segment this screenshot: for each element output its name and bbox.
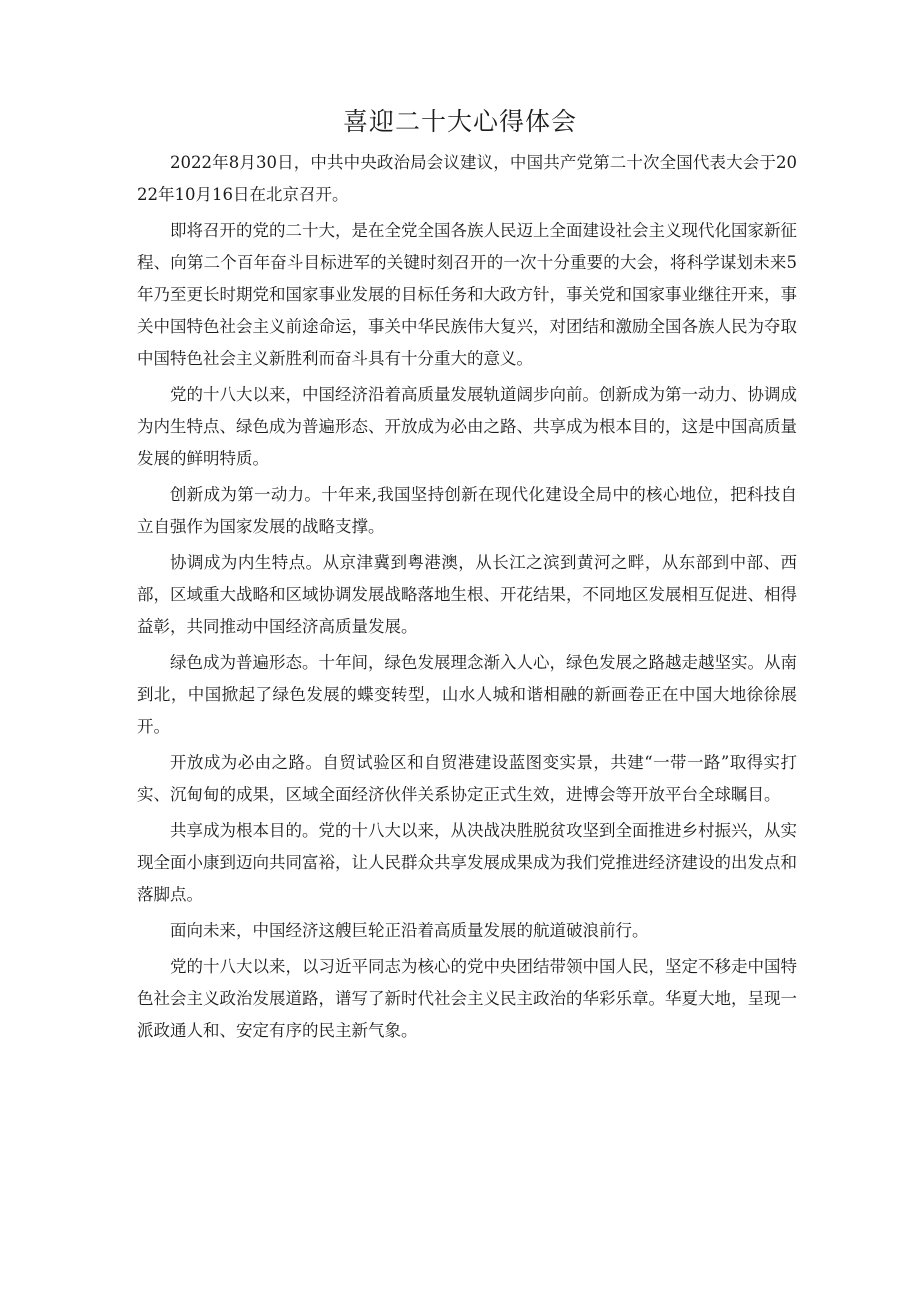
document-body xyxy=(137,147,797,1051)
paragraph-3: 党的十八大以来，中国经济沿着高质量发展轨道阔步向前。创新成为第一动力、协调成为内生特点、绿色成为普遍形态、开放成为必由之路、共享成为根本目的，这是中国高质量发展的鲜明特质。 xyxy=(137,385,797,468)
paragraph-10: 党的十八大以来，以习近平同志为核心的党中央团结带领中国人民，坚定不移走中国特色社会主义政治发展道路，谱写了新时代社会主义民主政治的华彩乐章。华夏大地，呈现一派政通人和、安定有序的民主新气象。 xyxy=(137,957,797,1040)
paragraph-2: 即将召开的党的二十大，是在全党全国各族人民迈上全面建设社会主义现代化国家新征程、向第二个百年奋斗目标进军的关键时刻召开的一次十分重要的大会，将科学谋划未来5年乃至更长时期党和国家事业发展的目标任务和大政方针，事关党和国家事业继往开来，事关中国特色社会主义前途命运，事关中华民族伟大复兴，对团结和激励全国各族人民为夺取中国特色社会主义新胜利而奋斗具有十分重大的意义。 xyxy=(137,221,797,368)
paragraph-9: 面向未来，中国经济这艘巨轮正沿着高质量发展的航道破浪前行。 xyxy=(170,921,649,940)
document-title: 喜迎二十大心得体会 xyxy=(342,107,577,136)
paragraph-4: 创新成为第一动力。十年来,我国坚持创新在现代化建设全局中的核心地位，把科技自立自强作为国家发展的战略支撑。 xyxy=(137,485,797,536)
paragraph-5: 协调成为内生特点。从京津冀到粤港澳，从长江之滨到黄河之畔，从东部到中部、西部，区域重大战略和区域协调发展战略落地生根、开花结果，不同地区发展相互促进、相得益彰，共同推动中国经济高质量发展。 xyxy=(137,553,797,636)
paragraph-8: 共享成为根本目的。党的十八大以来，从决战决胜脱贫攻坚到全面推进乡村振兴，从实现全面小康到迈向共同富裕，让人民群众共享发展成果成为我们党推进经济建设的出发点和落脚点。 xyxy=(137,821,797,904)
paragraph-7: 开放成为必由之路。自贸试验区和自贸港建设蓝图变实景，共建“一带一路”取得实打实、沉甸甸的成果，区域全面经济伙伴关系协定正式生效，进博会等开放平台全球瞩目。 xyxy=(137,753,797,804)
paragraph-1: 2022年8月30日，中共中央政治局会议建议，中国共产党第二十次全国代表大会于2022年10月16日在北京召开。 xyxy=(137,153,797,204)
paragraph-6: 绿色成为普遍形态。十年间，绿色发展理念渐入人心，绿色发展之路越走越坚实。从南到北，中国掀起了绿色发展的蝶变转型，山水人城和谐相融的新画卷正在中国大地徐徐展开。 xyxy=(137,653,797,736)
